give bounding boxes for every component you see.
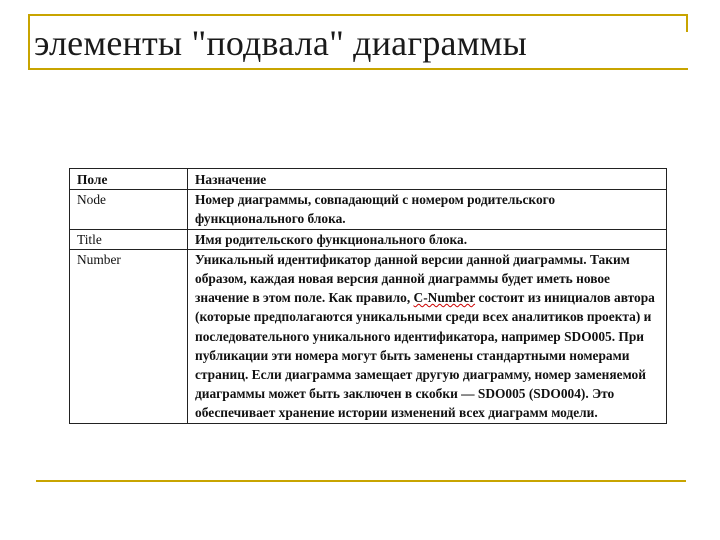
footer-line xyxy=(36,480,686,482)
table-header-row xyxy=(70,169,667,190)
table-row xyxy=(70,190,667,229)
table-row xyxy=(70,249,667,423)
purpose-text-before: Уникальный идентификатор данной версии данной диаграммы. Таким образом, каждая новая версия данной диаграммы будет иметь новое значение в этом поле. Как правило, xyxy=(195,251,630,306)
row-field-title: Title xyxy=(70,229,188,249)
slide-title: элементы "подвала" диаграммы xyxy=(34,23,528,63)
row-purpose-node: Номер диаграммы, совпадающий с номером родительского функционального блока. xyxy=(188,190,667,229)
row-field-number: Number xyxy=(70,249,188,423)
footer-elements-table xyxy=(69,168,667,424)
purpose-text-after: состоит из инициалов автора (которые предполагаются уникальными среди всех аналитиков проекта) и последовательного уникального идентификатора, например SDO005. При публикации эти номера могут быть заменены стандартными номерами страниц. Если диаграмма замещает другую диаграмму, номер заменяемой диаграммы может быть заключен в скобки — SDO005 (SDO004). Это обеспечивает хранение истории изменений всех диаграмм модели. xyxy=(195,290,655,421)
footer-elements-table-container xyxy=(69,168,666,424)
title-underline xyxy=(28,68,688,70)
table-row xyxy=(70,229,667,249)
row-purpose-title: Имя родительского функционального блока. xyxy=(188,229,667,249)
row-purpose-number xyxy=(188,249,667,423)
c-number-term: C-Number xyxy=(413,290,476,306)
frame-line-right xyxy=(686,14,688,32)
header-field: Поле xyxy=(70,169,188,190)
row-field-node: Node xyxy=(70,190,188,229)
frame-line-top xyxy=(28,14,688,16)
header-purpose: Назначение xyxy=(188,169,667,190)
frame-line-left xyxy=(28,14,30,70)
